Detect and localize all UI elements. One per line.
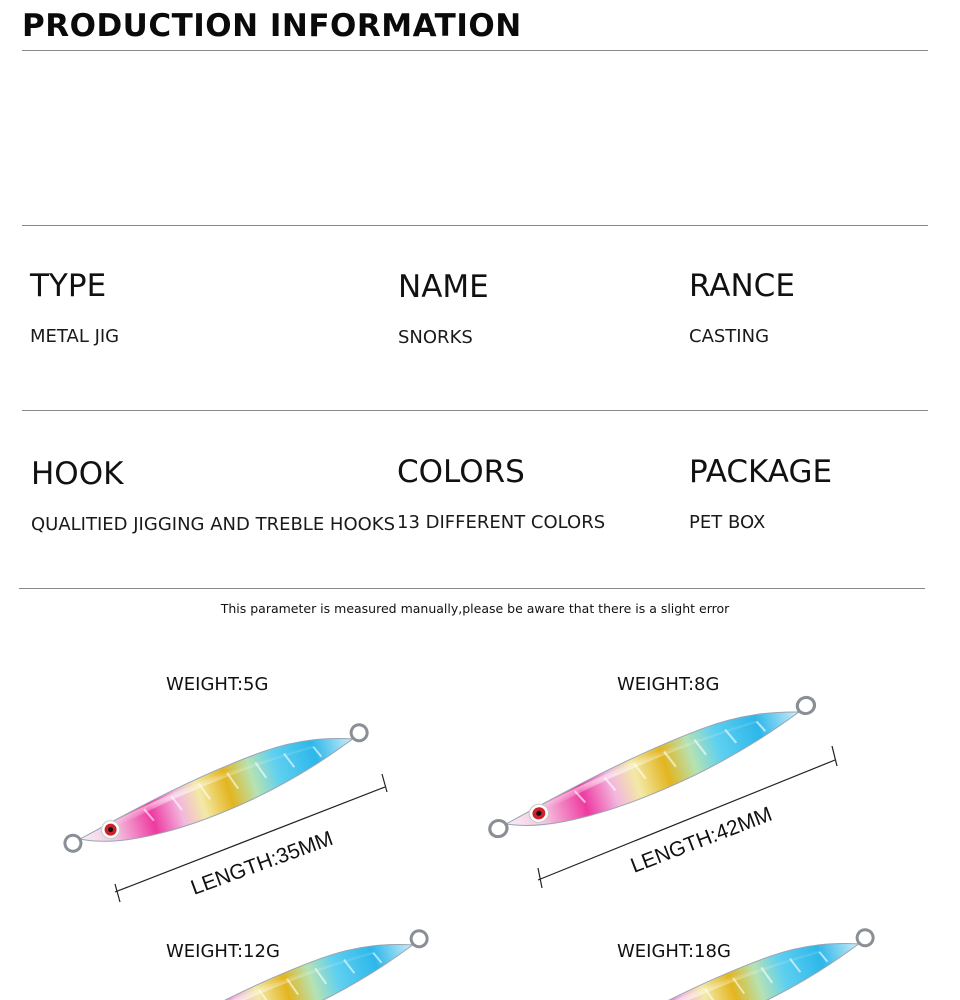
lure-image-5g <box>60 715 400 915</box>
spec-type-label: TYPE <box>30 268 107 304</box>
spec-name-value: SNORKS <box>398 327 473 348</box>
page-title: PRODUCTION INFORMATION <box>22 8 522 44</box>
spec-hook-value: QUALITIED JIGGING AND TREBLE HOOKS <box>31 514 396 535</box>
spec-hook-label: HOOK <box>31 456 124 492</box>
weight-label-12g: WEIGHT:12G <box>166 941 280 962</box>
measurement-note: This parameter is measured manually,please be aware that there is a slight error <box>220 601 730 616</box>
spec-name-label: NAME <box>398 269 489 305</box>
spec-package-label: PACKAGE <box>689 454 833 490</box>
weight-label-8g: WEIGHT:8G <box>617 674 720 695</box>
spec-range-label: RANCE <box>689 268 795 304</box>
weight-label-18g: WEIGHT:18G <box>617 941 731 962</box>
length-label-35mm: LENGTH:35MM <box>187 827 337 900</box>
weight-label-5g: WEIGHT:5G <box>166 674 269 695</box>
specs-top-divider <box>22 225 928 226</box>
spec-colors-label: COLORS <box>397 454 525 490</box>
spec-colors-value: 13 DIFFERENT COLORS <box>397 512 606 533</box>
spec-range-value: CASTING <box>689 326 770 347</box>
lure-image-18g <box>650 950 910 1000</box>
specs-bottom-divider <box>19 588 925 589</box>
spec-package-value: PET BOX <box>689 512 766 533</box>
spec-type-value: METAL JIG <box>30 326 120 347</box>
specs-middle-divider <box>22 410 928 411</box>
title-divider <box>22 50 928 51</box>
lure-image-8g <box>480 690 860 900</box>
length-label-42mm: LENGTH:42MM <box>627 802 776 878</box>
lure-image-12g <box>200 955 460 1000</box>
